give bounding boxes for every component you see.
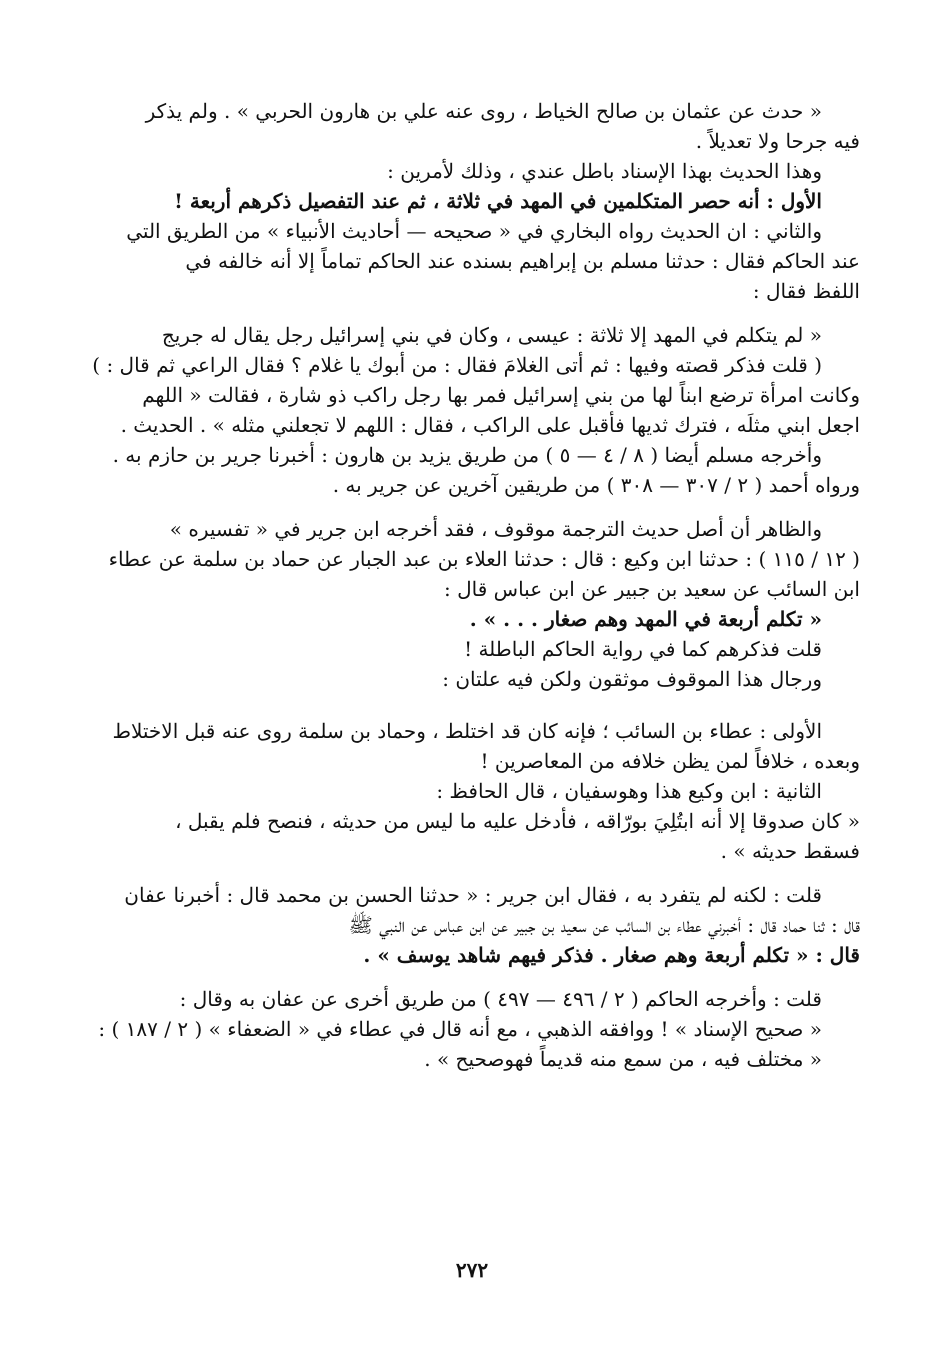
- text-line: « لم يتكلم في المهد إلا ثلاثة : عيسى ، وكان في بني إسرائيل رجل يقال له جريج: [161, 323, 822, 347]
- text-line: وبعده ، خلافاً لمن يظن خلافه من المعاصرين !: [480, 749, 860, 773]
- page-number: ٢٧٢: [455, 1258, 489, 1282]
- text-line: قال : « تكلم أربعة وهم صغار . فذكر فيهم شاهد يوسف » .: [363, 943, 860, 967]
- text-line: قلت فذكرهم كما في رواية الحاكم الباطلة !: [464, 637, 822, 661]
- text-line: « مختلف فيه ، من سمع منه قديماً فهوصحيح » .: [424, 1047, 822, 1071]
- text-line: ورجال هذا الموقوف موثقون ولكن فيه علتان :: [442, 667, 822, 691]
- text-line: ( قلت فذكر قصته وفيها : ثم أتى الغلامَ فقال : من أبوك يا غلام ؟ فقال الراعي ثم قال : ): [92, 353, 822, 377]
- text-line: فسقط حديثه » .: [720, 839, 860, 863]
- page-body: [70, 96, 860, 1074]
- text-line: والظاهر أن أصل حديث الترجمة موقوف ، فقد أخرجه ابن جرير في « تفسيره »: [169, 517, 822, 541]
- text-line: ( ١٢ / ١١٥ ) : حدثنا ابن وكيع : قال : حدثنا العلاء بن عبد الجبار عن حماد بن سلمة عن عطاء: [108, 547, 860, 571]
- text-line: اجعل ابني مثلَه ، فترك ثديها فأقبل على الراكب ، فقال : اللهم لا تجعلني مثله » . الحديث .: [120, 413, 860, 437]
- text-line: والثاني : ان الحديث رواه البخاري في « صحيحه — أحاديث الأنبياء » من الطريق التي: [126, 219, 822, 243]
- text-line: الأول : أنه حصر المتكلمين في المهد في ثلاثة ، ثم عند التفصيل ذكرهم أربعة !: [174, 189, 822, 213]
- text-line: ابن السائب عن سعيد بن جبير عن ابن عباس قال :: [444, 577, 860, 601]
- text-line: « صحيح الإسناد » ! ووافقه الذهبي ، مع أنه قال في عطاء في « الضعفاء » ( ٢ / ١٨٧ ) :: [98, 1017, 822, 1041]
- text-line: وأخرجه مسلم أيضا ( ٨ / ٤ — ٥ ) من طريق يزيد بن هارون : أخبرنا جرير بن حازم به .: [112, 443, 822, 467]
- text-line: اللفظ فقال :: [752, 279, 860, 303]
- text-line: قال : ثنا حماد قال : أخبرني عطاء بن السائب عن سعيد بن جبير عن ابن عباس عن النبي ﷺ: [348, 913, 860, 937]
- text-line: قلت : وأخرجه الحاكم ( ٢ / ٤٩٦ — ٤٩٧ ) من طريق أخرى عن عفان به وقال :: [179, 987, 822, 1011]
- text-line: الأولى : عطاء بن السائب ؛ فإنه كان قد اختلط ، وحماد بن سلمة روى عنه قبل الاختلاط: [112, 719, 822, 743]
- text-line: وهذا الحديث بهذا الإسناد باطل عندي ، وذلك لأمرين :: [387, 159, 822, 183]
- text-line: وكانت امرأة ترضع ابناً لها من بني إسرائيل فمر بها رجل راكب ذو شارة ، فقالت « اللهم: [142, 383, 860, 407]
- text-line: ورواه أحمد ( ٢ / ٣٠٧ — ٣٠٨ ) من طريقين آخرين عن جرير به .: [332, 473, 860, 497]
- text-line: الثانية : ابن وكيع هذا وهوسفيان ، قال الحافظ :: [436, 779, 822, 803]
- text-line: فيه جرحا ولا تعديلاً .: [695, 129, 860, 153]
- text-line: « تكلم أربعة في المهد وهم صغار . . . » .: [469, 607, 822, 631]
- text-line: « حدث عن عثمان بن صالح الخياط ، روى عنه علي بن هارون الحربي » . ولم يذكر: [145, 99, 822, 123]
- text-line: عند الحاكم فقال : حدثنا مسلم بن إبراهيم بسنده عند الحاكم تماماً إلا أنه خالفه في: [185, 249, 860, 273]
- text-line: « كان صدوقا إلا أنه ابتُلِيَ بورّاقه ، فأدخل عليه ما ليس من حديثه ، فنصح فلم يقبل ،: [175, 809, 860, 833]
- text-line: قلت : لكنه لم يتفرد به ، فقال ابن جرير : « حدثنا الحسن بن محمد قال : أخبرنا عفان: [124, 883, 822, 907]
